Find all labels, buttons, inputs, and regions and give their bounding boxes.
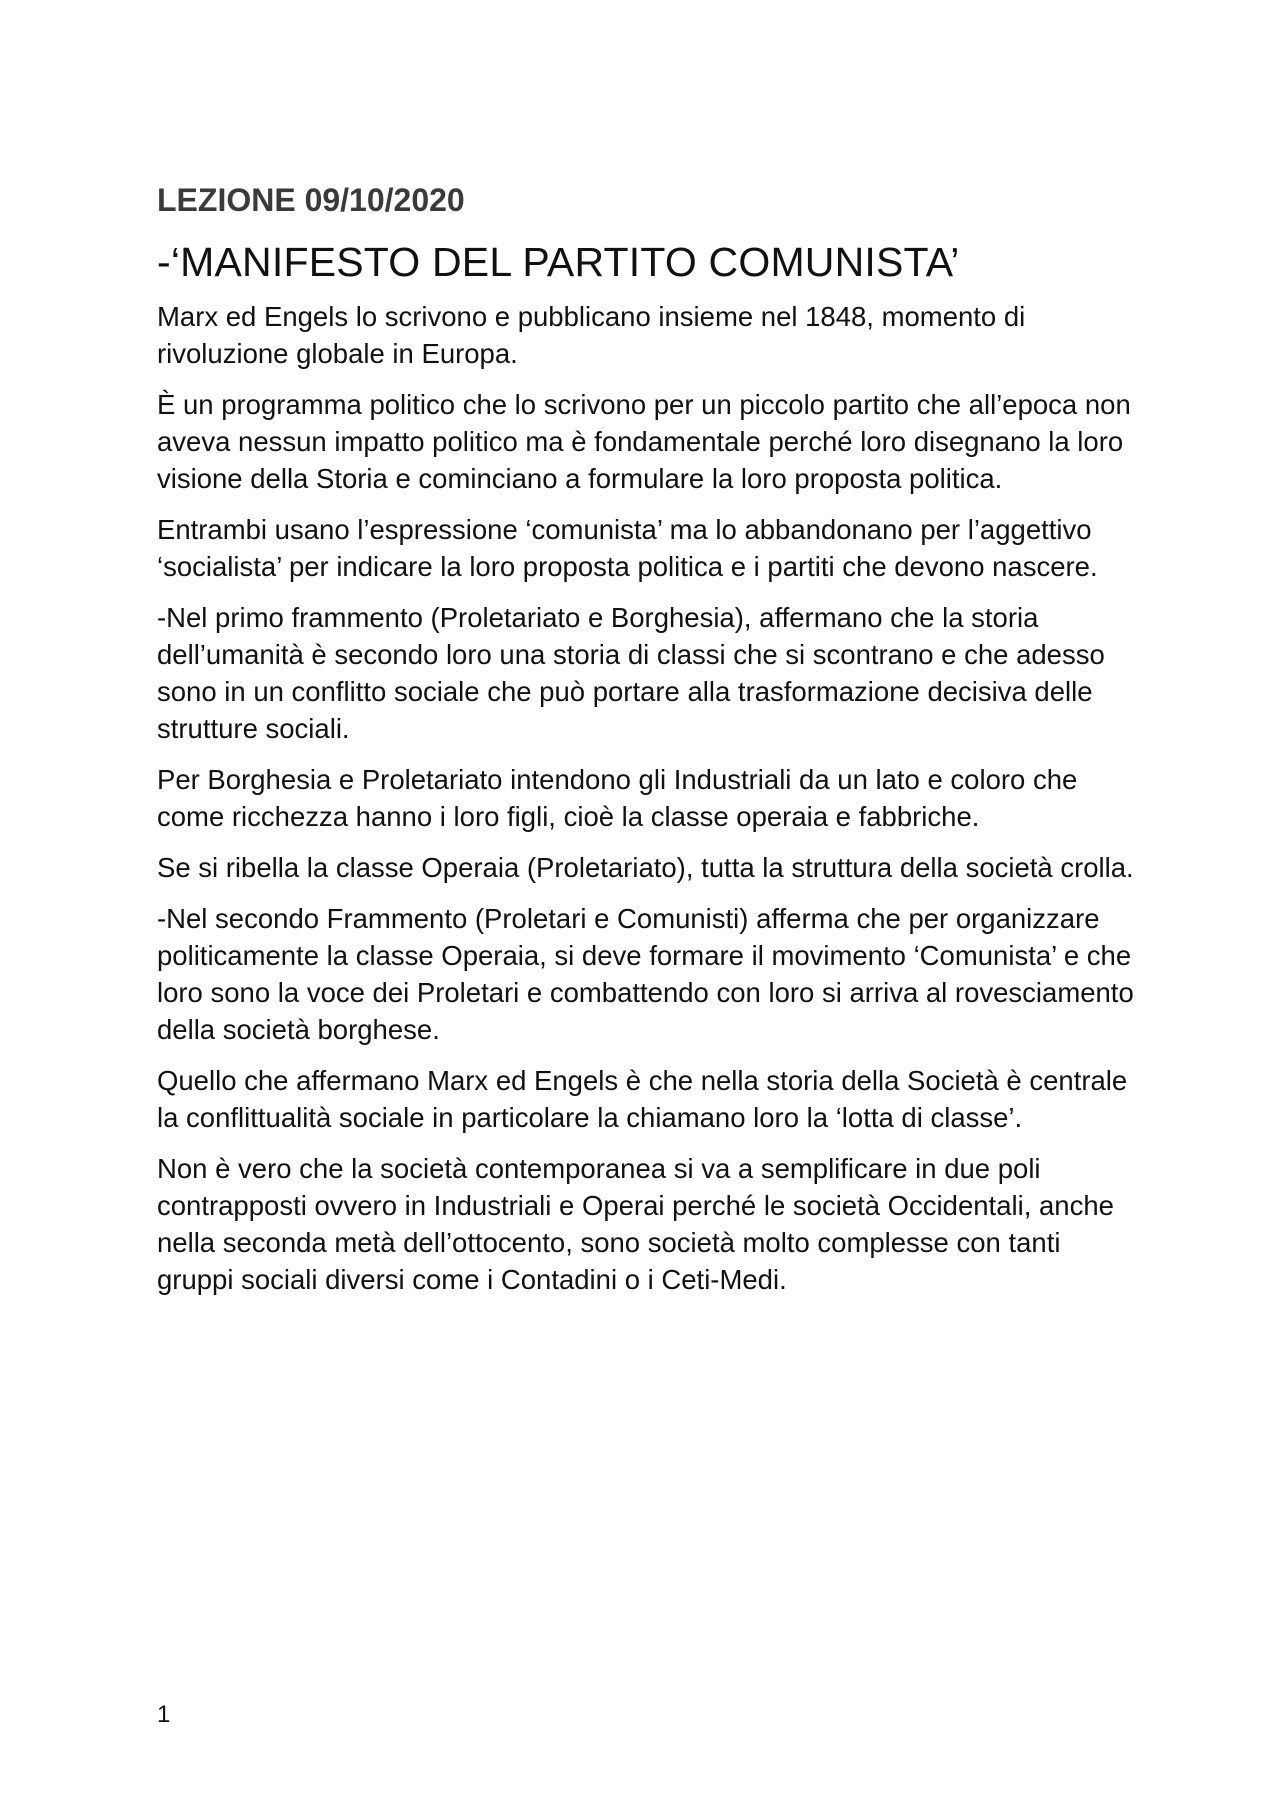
paragraph: Quello che affermano Marx ed Engels è che nella storia della Società è centrale la conflittualità sociale in particolare la chiamano loro la ‘lotta di classe’. bbox=[157, 1065, 1128, 1133]
document-title: -‘MANIFESTO DEL PARTITO COMUNISTA’ bbox=[157, 239, 960, 285]
document-content bbox=[157, 178, 1137, 1312]
paragraph: Se si ribella la classe Operaia (Proletariato), tutta la struttura della società crolla. bbox=[157, 852, 1134, 883]
lesson-heading: LEZIONE 09/10/2020 bbox=[157, 182, 465, 218]
paragraph-list bbox=[157, 298, 1137, 1298]
paragraph: Non è vero che la società contemporanea si va a semplificare in due poli contrapposti ovvero in Industriali e Operai perché le società Occidentali, anche nella seconda metà dell’ottocento, sono società molto complesse con tanti gruppi sociali diversi come i Contadini o i Ceti-Medi. bbox=[157, 1153, 1114, 1295]
paragraph: -Nel primo frammento (Proletariato e Borghesia), affermano che la storia dell’umanità è secondo loro una storia di classi che si scontrano e che adesso sono in un conflitto sociale che può portare alla trasformazione decisiva delle strutture sociali. bbox=[157, 602, 1105, 744]
paragraph: Entrambi usano l’espressione ‘comunista’ ma lo abbandonano per l’aggettivo ‘socialista’ per indicare la loro proposta politica e i partiti che devono nascere. bbox=[157, 514, 1098, 582]
paragraph: -Nel secondo Frammento (Proletari e Comunisti) afferma che per organizzare politicamente la classe Operaia, si deve formare il movimento ‘Comunista’ e che loro sono la voce dei Proletari e combattendo con loro si arriva al rovesciamento della società borghese. bbox=[157, 903, 1134, 1045]
paragraph: Per Borghesia e Proletariato intendono gli Industriali da un lato e coloro che come ricchezza hanno i loro figli, cioè la classe operaia e fabbriche. bbox=[157, 764, 1078, 832]
paragraph: È un programma politico che lo scrivono per un piccolo partito che all’epoca non aveva nessun impatto politico ma è fondamentale perché loro disegnano la loro visione della Storia e cominciano a formulare la loro proposta politica. bbox=[157, 389, 1131, 494]
paragraph: Marx ed Engels lo scrivono e pubblicano insieme nel 1848, momento di rivoluzione globale in Europa. bbox=[157, 301, 1026, 369]
page-number: 1 bbox=[157, 1701, 171, 1728]
